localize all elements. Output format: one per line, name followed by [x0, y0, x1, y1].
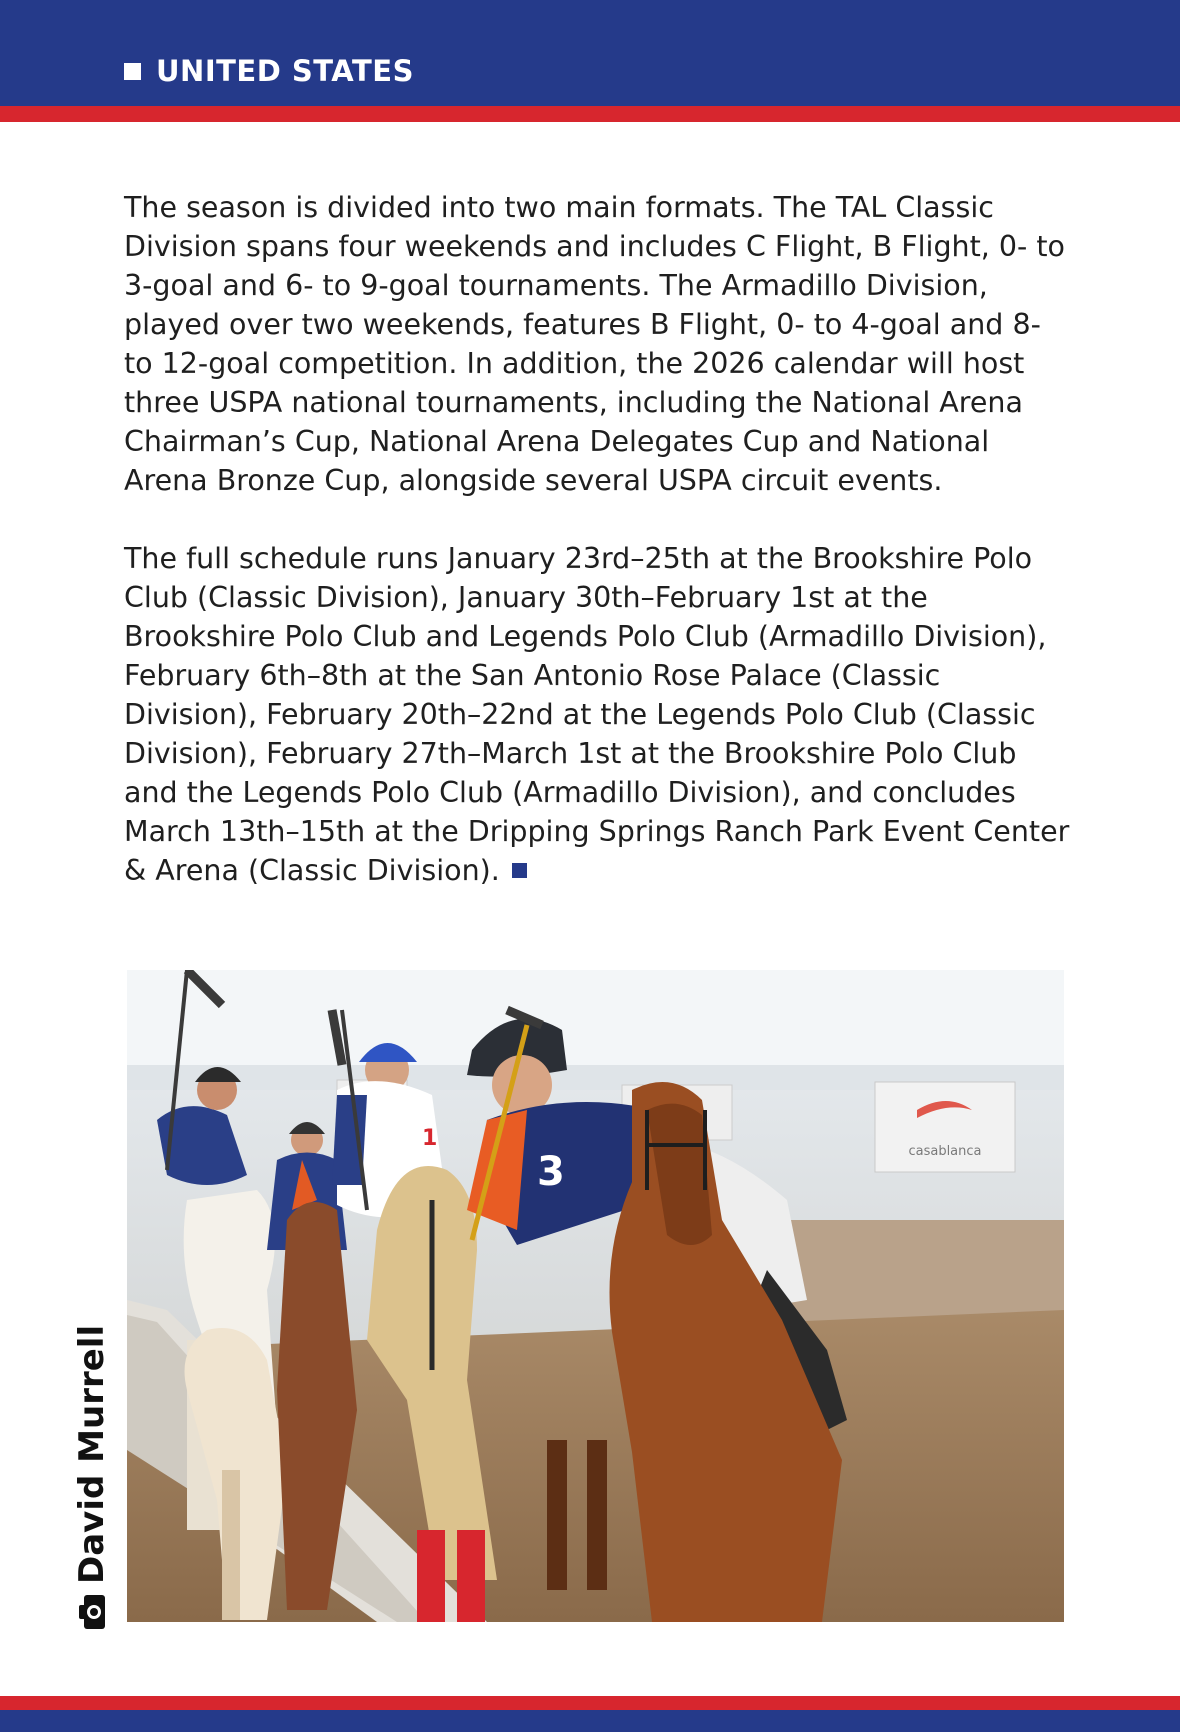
section-label [124, 52, 414, 90]
polo-match-photo [127, 970, 1064, 1622]
footer-band [0, 1710, 1180, 1732]
square-bullet-icon [124, 63, 141, 80]
end-of-article-icon [512, 863, 527, 878]
article-body [124, 188, 1074, 929]
camera-icon [78, 1594, 106, 1630]
svg-text:3: 3 [537, 1149, 565, 1195]
footer-stripe [0, 1696, 1180, 1710]
article-paragraph-2 [124, 539, 1074, 890]
article-paragraph-2-text: The full schedule runs January 23rd–25th at the Brookshire Polo Club (Classic Division), January 30th–February 1st at the Brookshire Polo Club and Legends Polo Club (Armadillo Division), February 6th–8th at the San Antonio Rose Palace (Classic Division), February 20th–22nd at the Legends Polo Club (Classic Division), February 27th–March 1st at the Brookshire Polo Club and the Legends Polo Club (Armadillo Division), and concludes March 13th–15th at the Dripping Springs Ranch Park Event Center & Arena (Classic Division). [124, 542, 1070, 887]
section-title: UNITED STATES [156, 54, 414, 88]
photographer-name: David Murrell [72, 1324, 112, 1584]
header-stripe [0, 106, 1180, 122]
photo-credit [72, 1324, 112, 1630]
svg-text:1: 1 [422, 1126, 438, 1151]
svg-text:casablanca: casablanca [908, 1144, 982, 1159]
article-paragraph-1: The season is divided into two main formats. The TAL Classic Division spans four weekends and includes C Flight, B Flight, 0- to 3-goal and 6- to 9-goal tournaments. The Armadillo Division, played over two weekends, features B Flight, 0- to 4-goal and 8- to 12-goal competition. In addition, the 2026 calendar will host three USPA national tournaments, including the National Arena Chairman’s Cup, National Arena Delegates Cup and National Arena Bronze Cup, alongside several USPA circuit events. [124, 191, 1065, 497]
